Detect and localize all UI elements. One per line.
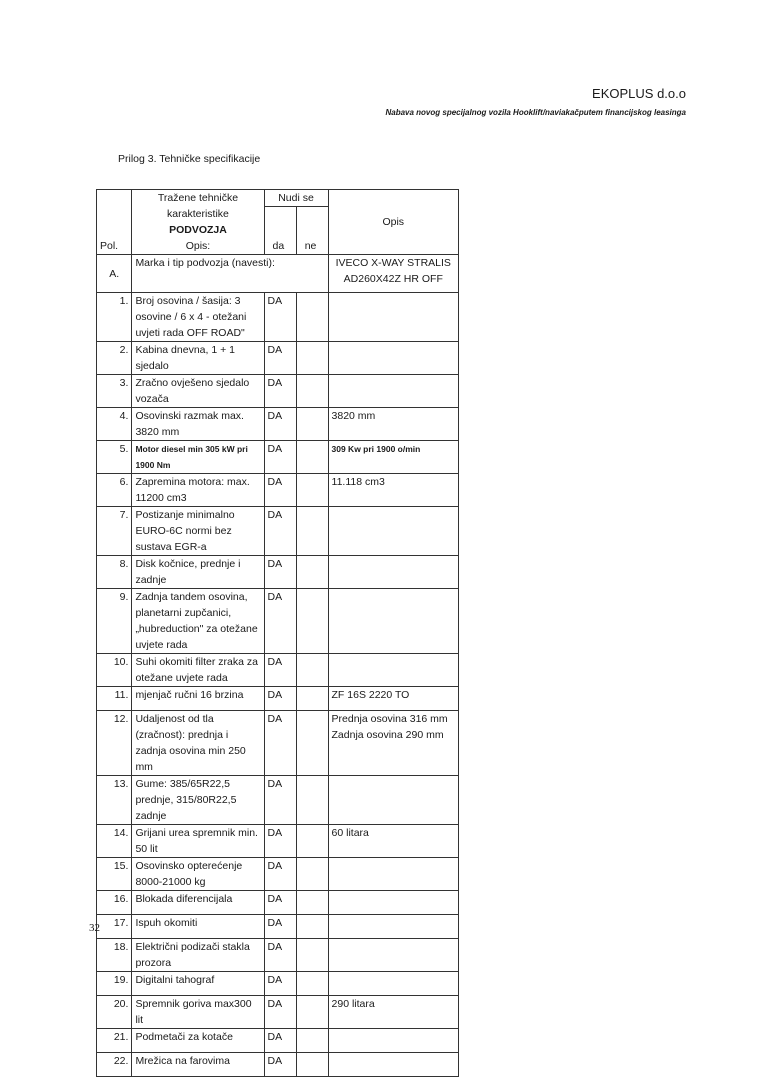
table-row	[97, 711, 459, 776]
row-description: Ispuh okomiti	[132, 915, 264, 939]
row-ne	[296, 711, 328, 776]
row-description: Električni podizači stakla prozora	[132, 939, 264, 972]
row-number: 16.	[97, 891, 132, 915]
row-ne	[296, 474, 328, 507]
table-row	[97, 293, 459, 342]
row-da: DA	[264, 507, 296, 556]
section-title: Prilog 3. Tehničke specifikacije	[118, 153, 261, 165]
row-da: DA	[264, 654, 296, 687]
table-row	[97, 825, 459, 858]
table-row	[97, 891, 459, 915]
table-row	[97, 589, 459, 654]
row-opis	[328, 654, 458, 687]
table-row	[97, 556, 459, 589]
row-description: Postizanje minimalno EURO-6C normi bez sustava EGR-a	[132, 507, 264, 556]
row-description: Zapremina motora: max. 11200 cm3	[132, 474, 264, 507]
row-opis	[328, 589, 458, 654]
document-subtitle: Nabava novog specijalnog vozila Hooklift/naviakačputem financijskog leasinga	[385, 108, 686, 117]
table-row	[97, 441, 459, 474]
table-row	[97, 687, 459, 711]
row-number: 20.	[97, 996, 132, 1029]
row-number: 4.	[97, 408, 132, 441]
row-description: Disk kočnice, prednje i zadnje	[132, 556, 264, 589]
section-a-opis-line2: AD260X42Z HR OFF	[343, 273, 443, 285]
table-row	[97, 972, 459, 996]
header-desc-line3: Opis:	[185, 240, 211, 252]
row-number: 15.	[97, 858, 132, 891]
row-number: 7.	[97, 507, 132, 556]
row-opis	[328, 342, 458, 375]
row-ne	[296, 342, 328, 375]
row-opis	[328, 891, 458, 915]
section-a-no: A.	[97, 255, 132, 293]
row-da: DA	[264, 891, 296, 915]
row-number: 9.	[97, 589, 132, 654]
row-number: 2.	[97, 342, 132, 375]
row-ne	[296, 556, 328, 589]
row-opis	[328, 972, 458, 996]
table-row	[97, 915, 459, 939]
section-a-opis-line1: IVECO X-WAY STRALIS	[335, 257, 451, 269]
table-row	[97, 408, 459, 441]
row-description: Kabina dnevna, 1 + 1 sjedalo	[132, 342, 264, 375]
row-opis	[328, 776, 458, 825]
row-number: 17.	[97, 915, 132, 939]
row-da: DA	[264, 474, 296, 507]
row-number: 22.	[97, 1053, 132, 1077]
row-opis: 60 litara	[328, 825, 458, 858]
header-desc	[132, 190, 264, 255]
row-da: DA	[264, 972, 296, 996]
table-row	[97, 858, 459, 891]
row-description: Grijani urea spremnik min. 50 lit	[132, 825, 264, 858]
row-opis	[328, 915, 458, 939]
row-opis	[328, 858, 458, 891]
row-opis: 3820 mm	[328, 408, 458, 441]
row-description: Osovinsko opterećenje 8000-21000 kg	[132, 858, 264, 891]
row-number: 6.	[97, 474, 132, 507]
table-header-row-1	[97, 190, 459, 207]
row-da: DA	[264, 408, 296, 441]
section-a-opis	[328, 255, 458, 293]
row-number: 12.	[97, 711, 132, 776]
row-description: Mrežica na farovima	[132, 1053, 264, 1077]
row-number: 3.	[97, 375, 132, 408]
table-row	[97, 507, 459, 556]
table-row	[97, 1029, 459, 1053]
row-description: mjenjač ručni 16 brzina	[132, 687, 264, 711]
row-ne	[296, 939, 328, 972]
row-opis	[328, 556, 458, 589]
table-row	[97, 1053, 459, 1077]
row-number: 11.	[97, 687, 132, 711]
row-number: 5.	[97, 441, 132, 474]
row-da: DA	[264, 939, 296, 972]
row-opis: 290 litara	[328, 996, 458, 1029]
header-offer: Nudi se	[264, 190, 328, 207]
table-row	[97, 654, 459, 687]
row-number: 19.	[97, 972, 132, 996]
row-number: 18.	[97, 939, 132, 972]
row-description: Motor diesel min 305 kW pri 1900 Nm	[132, 441, 264, 474]
row-opis: Prednja osovina 316 mm Zadnja osovina 290 mm	[328, 711, 458, 776]
row-ne	[296, 891, 328, 915]
row-da: DA	[264, 589, 296, 654]
row-opis	[328, 375, 458, 408]
header-desc-line1: Tražene tehničke karakteristike	[157, 192, 239, 220]
header-da: da	[264, 207, 296, 255]
row-description: Zračno ovješeno sjedalo vozača	[132, 375, 264, 408]
row-opis	[328, 293, 458, 342]
row-da: DA	[264, 858, 296, 891]
table-row	[97, 776, 459, 825]
row-description: Zadnja tandem osovina, planetarni zupčanici, „hubreduction" za otežane uvjete rada	[132, 589, 264, 654]
row-opis: 309 Kw pri 1900 o/min	[328, 441, 458, 474]
table-row	[97, 375, 459, 408]
row-ne	[296, 507, 328, 556]
section-a-desc: Marka i tip podvozja (navesti):	[132, 255, 328, 293]
row-number: 8.	[97, 556, 132, 589]
row-da: DA	[264, 996, 296, 1029]
row-opis	[328, 1053, 458, 1077]
page-number: 32	[89, 922, 100, 934]
header-opis: Opis	[328, 190, 458, 255]
row-opis	[328, 1029, 458, 1053]
row-opis: 11.118 cm3	[328, 474, 458, 507]
row-da: DA	[264, 1029, 296, 1053]
header-desc-line2: PODVOZJA	[169, 224, 227, 236]
row-number: 21.	[97, 1029, 132, 1053]
row-ne	[296, 825, 328, 858]
row-ne	[296, 589, 328, 654]
row-ne	[296, 858, 328, 891]
row-ne	[296, 441, 328, 474]
row-ne	[296, 1053, 328, 1077]
row-ne	[296, 776, 328, 825]
company-name: EKOPLUS d.o.o	[592, 86, 686, 101]
row-ne	[296, 972, 328, 996]
row-description: Podmetači za kotače	[132, 1029, 264, 1053]
row-da: DA	[264, 776, 296, 825]
row-opis	[328, 507, 458, 556]
header-pos: Pol.	[97, 190, 132, 255]
row-da: DA	[264, 293, 296, 342]
row-number: 1.	[97, 293, 132, 342]
row-description: Broj osovina / šasija: 3 osovine / 6 x 4 - otežani uvjeti rada OFF ROAD"	[132, 293, 264, 342]
row-description: Gume: 385/65R22,5 prednje, 315/80R22,5 zadnje	[132, 776, 264, 825]
section-a-row	[97, 255, 459, 293]
spec-table	[96, 189, 459, 1077]
row-description: Suhi okomiti filter zraka za otežane uvjete rada	[132, 654, 264, 687]
row-da: DA	[264, 711, 296, 776]
row-description: Udaljenost od tla (zračnost): prednja i zadnja osovina min 250 mm	[132, 711, 264, 776]
row-ne	[296, 408, 328, 441]
row-number: 10.	[97, 654, 132, 687]
row-da: DA	[264, 825, 296, 858]
row-ne	[296, 915, 328, 939]
row-description: Digitalni tahograf	[132, 972, 264, 996]
row-ne	[296, 375, 328, 408]
row-description: Blokada diferencijala	[132, 891, 264, 915]
row-description: Spremnik goriva max300 lit	[132, 996, 264, 1029]
row-ne	[296, 1029, 328, 1053]
row-description: Osovinski razmak max. 3820 mm	[132, 408, 264, 441]
row-da: DA	[264, 687, 296, 711]
row-ne	[296, 687, 328, 711]
row-da: DA	[264, 375, 296, 408]
table-row	[97, 342, 459, 375]
row-da: DA	[264, 342, 296, 375]
row-da: DA	[264, 556, 296, 589]
row-ne	[296, 654, 328, 687]
table-row	[97, 939, 459, 972]
header-ne: ne	[296, 207, 328, 255]
row-opis: ZF 16S 2220 TO	[328, 687, 458, 711]
row-ne	[296, 293, 328, 342]
row-da: DA	[264, 915, 296, 939]
table-row	[97, 474, 459, 507]
row-number: 13.	[97, 776, 132, 825]
row-opis	[328, 939, 458, 972]
row-da: DA	[264, 441, 296, 474]
row-da: DA	[264, 1053, 296, 1077]
row-number: 14.	[97, 825, 132, 858]
